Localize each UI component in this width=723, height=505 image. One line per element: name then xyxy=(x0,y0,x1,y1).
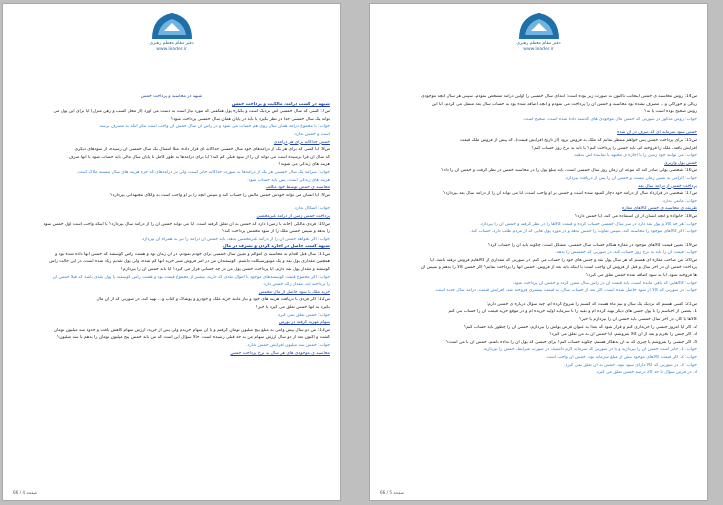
leader-logo xyxy=(129,9,215,53)
answer-text: جواب: در صورتی که کالا از سود حاصل شده است، اگر بعد از حساب سال، به قیمت بیشتری فروخته شد، افزایش قیمت، درآمد سال جدید است. xyxy=(434,288,697,294)
section-heading: خمس جداگانه برای هر درآمدی xyxy=(273,139,330,145)
answer-text: جواب: قیمت آن را باید به نرخ روز حساب کند، در صورتی که خمسش را بدهد. xyxy=(555,250,697,256)
question-text: س21: کسی هستم که نزدیک یک سال و نیم ماه هست که کسبم را شروع کرده ام، چند سؤال درباره ی خمس دارم: xyxy=(486,301,697,307)
question-text: س18: خانواده و آنچه انسان از آن استفاده می کند، آیا خمس دارد؟ xyxy=(574,213,697,219)
document-page-left xyxy=(2,3,341,501)
answer-text: جواب: مانعی ندارد. xyxy=(661,198,697,204)
question-text: س14: روش محاسبه ی خمس اینجانب تاکنون به صورت زیر بوده است: ابتدای سال خمسی را اولین درآمد مشخص نمودم، سپس هر سال آنچه موجودی xyxy=(421,94,697,99)
question-text: 2. اگر آیا امروز جنسی را خریداری کنم و قرار شود که بعداً به عنوان قرض پولش را بپردازم، خمس آن را چطور باید حساب کنم؟ xyxy=(463,324,697,330)
section-heading: محاسبه ی موجودی های هر سال به نرخ پرداخت خمس xyxy=(230,350,330,356)
question-text: ها فروخته شود، آیا به سود اضافه شده خمس تعلق می گیرد؟ xyxy=(585,273,697,279)
answer-text: جواب: کالاهایی که باقی مانده است، باید قیمت آن در رأس سال معین گردد و خمس آن پرداخت شود. xyxy=(512,280,697,286)
question-text: تواند یک سال خمسی جدا در نظر بگیرد یا باید در پایان همان سال خمسی پرداخت شود؟ xyxy=(170,116,330,122)
leader-logo xyxy=(496,9,582,53)
answer-text: جواب: هر چه کالا و پول نقد دارد در سر سال خمسی حساب کرده و قیمت کالاها را در نظر گرفته و خمس آن را بپردازد. xyxy=(479,221,697,227)
answer-text: جواب: سرآمد یک سال خمسی هر یک از درآمدها به صورت جداگانه جایز است، ولی در درآمدهای که جزء هزینه های سال نیستند ملاک است. xyxy=(76,169,330,175)
page-number: صفحه 4 / 66 xyxy=(13,490,38,495)
answer-text: جواب: اشکال ندارد. xyxy=(293,206,330,212)
logo-caption-fa: دفتر مقام معظم رهبری xyxy=(149,41,194,46)
question-text: س13: من دو سال پیش وامی به مبلغ پنج میلیون تومان گرفتم و با آن سهام خریدم ولی پس از خرید، ارزش سهام کاهش یافت و حدود سه میلیون تومان xyxy=(53,327,330,333)
page-body xyxy=(13,94,330,357)
question-text: س15: برای پرداخت خمس پس خواهم منتظر بمانم که ملک به فروش برود (از تاریخ افزایش قیمت)، که پیش از فروش ملک قیمت xyxy=(459,137,697,143)
answer-text: را پرداخته اید، مقدار زائد خمس دارد. xyxy=(262,282,330,288)
question-text: افزایش یافته، ملک را فروخته ام، باید خمس را پرداخت کنم؟ یا باید به نرخ روز حساب کنم؟ xyxy=(531,145,697,151)
question-text: س9: آیا انسان می تواند خودش خمس مالش را حساب کند و سپس آنچه را بر او واجب است به وکلای مجتهدانی بپردازد؟ xyxy=(110,192,330,198)
section-heading: محاسبه ی خمس توسط خود مکلف xyxy=(265,185,330,191)
question-text: گشت و اکنون بعد از دو سال ارزش سهام من به حد قبلی رسیده است. حالا سؤال این است که من باید خمس پنج میلیون تومان را بدهم یا سه میلیون؟ xyxy=(56,335,330,341)
page-number: صفحه 5 / 66 xyxy=(380,490,405,495)
question-text: پرداخت خمس آن در آخر سال و قبل از فروش آن واجب است یا اینکه باید بعد از فروش، خمس آنها را پرداخت نمایم؟ اگر خمس کالا را بدهم و سپس آن xyxy=(420,265,697,271)
leader-emblem-icon xyxy=(517,9,561,41)
section-heading: پرداخت خمس از درآمد سال بعد xyxy=(638,183,697,189)
question-text: روش صحیح بوده است یا نه؟ xyxy=(644,109,697,115)
section-heading: خمس پول واریزی xyxy=(664,160,697,166)
question-text: که سال آن فرا نرسیده است می تواند آن را از سود قبلی کم کند؟ آیا برای درآمدها به طور کامل تا پایان سال مالی باید حساب شود یا آنها صرف xyxy=(68,154,330,160)
page-body xyxy=(380,94,697,376)
answer-text: جواب: خمس تعلق نمی گیرد. xyxy=(276,312,330,318)
answer-text: جواب: می توانید خود زمین را با اجازه ی مجتهد یا نماینده اش بدهید. xyxy=(573,153,697,159)
question-text: س11: سال قبل اقدام به محاسبه ی اموالم و تعیین سال خمسی برای خودم نمودم، در آن زمان نود و هشت رأس گوسفند که خمس آنها داده شده بود و xyxy=(55,251,330,257)
answer-text: جواب: 2. اگر قیمت کالاهای موجود بیش از مبلغ سرمایه بود، خمس آن واجب است. xyxy=(545,355,697,360)
answer-text: جواب: اگر کالاهای موجود را محاسبه کند، سپس تفاوت را خمس بدهد و در مورد پول هایی که از مردم طلب دارد، حساب کند. xyxy=(469,229,697,235)
answer-text: جواب: الزامی به تعیین زمان نیست و خمس آن را پس از دریافت بپردازد. xyxy=(564,175,697,181)
answer-text: جواب: اگر مجموع قیمت گوسفندهای موجود با اموال نقدی که دارید، بیشتر از مجموع قیمت نود و هشت رأس گوسفند با پول نقدی باشد که قبلاً خمس آن xyxy=(52,274,330,280)
leader-emblem-icon xyxy=(150,9,194,41)
question-text: را بدهد و سپس خمس ملک را از سود مخمس پرداخت کند؟ xyxy=(222,229,330,235)
answer-text: 3. در فرض سؤال تا حد 20 درصد خمس تعلق می گیرد. xyxy=(595,370,697,376)
section-heading: شبهه کسب حاصل در اجاره کردن و تصرف در مال xyxy=(222,244,330,250)
answer-text: جواب: 3. در صورتی که کالا دارای سود نبود، خمس به آن تعلق نمی گیرد. xyxy=(564,362,697,368)
question-text: س10: فردی مالکی (خانه یا زمین) دارد که خمس به آن تعلق گرفته است. آیا می تواند خمس آن را از درآمد سال بپردازد؟ یا اینکه واجب است اول خمس سود xyxy=(43,221,330,227)
section-heading: خمس سود سرمایه ای که صرف در آن شده xyxy=(617,130,697,136)
answer-text: جواب: روش مذکور در صورتی که خمس مال موجودی های گذشته داده شده است، صحیح است. xyxy=(522,116,697,122)
question-text: همچنین مقداری پول نقد و یک موتورسیکلت داشتم. گوسفندان من در امر فروش شیر خرید آنها کم شده، ولی پول تقدیم زیاد شده است، در این حالت رأس xyxy=(49,259,330,265)
question-text: 1. بعضی از اجناسم را با پول جنس های دیگر تهیه کرده ام و بقیه را با سرمایه اولیه خریده ام و در موقع خرید قیمت آن را حساب می کنم xyxy=(448,309,697,315)
question-text: س7: کسی که سال خمسی اش نزدیک است و یکباره پول هنگفتی که مورد نیاز است به دست می آورد (از محل کسب و رهن منزل) آیا برای این پول می xyxy=(53,109,330,115)
section-heading: خرید ملک با سود حاصل از مال مخمس xyxy=(258,289,330,295)
question-text: س17: شخصی در قرارداد سال از درآمد خود دچار کمبود شده است و خمس بر او واجب است، آیا می تواند آن را از درآمد سال بعد بپردازد؟ xyxy=(443,191,697,197)
answer-text: جواب: با مجموع درآمد همان سال روی هم حساب می شود و در رأس آن سال خمس آن واجب است مگر آنکه به مصرف برسد. xyxy=(98,124,330,130)
logo-caption-url: www.leader.ir xyxy=(523,47,554,52)
question-text: س19: تعیین قیمت کالاهای موجود در مغازه هنگام حساب سال خمسی، مشکل است. چگونه باید آن را حساب کرد؟ xyxy=(487,242,697,248)
answer-text: جواب: خمس سه میلیون افزایش خمس ندارد. xyxy=(246,343,330,348)
document-page-right xyxy=(369,3,708,501)
question-text: س16: شخصی پولی صادر کند که موعد آن زمان روز سال خمسی است، باید مبلغ پول را در محاسبه خمس در نظر گرفت و خمس آن را داد؟ xyxy=(441,168,697,174)
section-heading: طریقه ی محاسبه ی خمس کالاهای معازه xyxy=(622,206,697,212)
question-text: 3. اگر جنس را بخرم و بعد از آن کالا بفروشم، آیا خمس آن به من تعلق می گیرد؟ xyxy=(549,332,697,338)
question-text: س12: اگر فردی با دریافت هزینه های خود و نیاز مانند خرید ملک و خودرو و پوشاک و کتاب و... تهیه کند، در صورتی که از آن مال xyxy=(96,297,330,303)
question-text: بگیرد به آنها خمس تعلق می گیرد یا خیر؟ xyxy=(255,305,330,311)
section-heading: سهام مهریه گرفته در بورس xyxy=(278,320,330,326)
section-heading: شبهه در کسب درآمد، مالکیت و پرداخت خمس xyxy=(231,101,330,107)
question-text: ریالی و خوراکی و... مصرف نشده بود محاسبه و خمس آن را پرداخت می نمودم و آنچه اضافه شده بود به حساب سال بعد منتقل می کردم. آیا این xyxy=(431,101,697,107)
section-heading: پرداخت خمس زمین از درآمد غیرمخمس xyxy=(256,213,330,219)
answer-text: جواب: اگر بخواهد خمس آن را از درآمد غیرمخمس بدهد، باید خمس آن درآمد را نیز به همراه آن بپردازد. xyxy=(140,236,330,242)
question-text: 4. اگر جنسی را بفروشم یا چیزی که به آن بدهکار هستم، چگونه حساب کنم؟ برای جنسی که پول آن را نداده باشم، خمس آن با من است؟ xyxy=(446,339,697,345)
answer-text: است و خمس ندارد. xyxy=(293,131,330,137)
logo-caption-url: www.leader.ir xyxy=(156,47,187,52)
question-text: گوسفند و مقدار پول نقد دارم. آیا پرداخت خمس پول من در چه حسابی قرار می گیرد؟ آیا باید خمس آن را بپردازم؟ xyxy=(120,267,330,273)
question-text: س20: من صاحب مغازه ای هستم که هر سال پول نقد و جنس های خود را حساب می کنم. در صورتی که مقداری از کالاهایم فروش نرفته باشد، آیا xyxy=(430,257,697,263)
chapter-title: شبهه در محاسبه و پرداخت خمس xyxy=(140,94,203,99)
answer-text: جواب: 1. جایز است خمس آن را بپردازید و یا در صورتی که سرمایه لازم داشتید، در صورت شرایط، خمس را بپردازید. xyxy=(482,347,697,353)
answer-text: هزینه های زندگی است، پس باید حساب شود. xyxy=(247,177,330,183)
question-text: کالاها یا کار، در آخر سال خمسی باید خمس آن را بپردازم یا خیر؟ xyxy=(579,317,697,323)
logo-caption-fa: دفتر مقام معظم رهبری xyxy=(516,41,561,46)
question-text: س8: آیا کسی که برای هر یک از درآمدهای خود سال خمسی جداگانه ای قرار داده، مثلاً امسال یک سال خمسی آن رسیده، از سودهای دیگری xyxy=(74,147,330,153)
question-text: هزینه های زندگی می شوند؟ xyxy=(278,162,330,168)
